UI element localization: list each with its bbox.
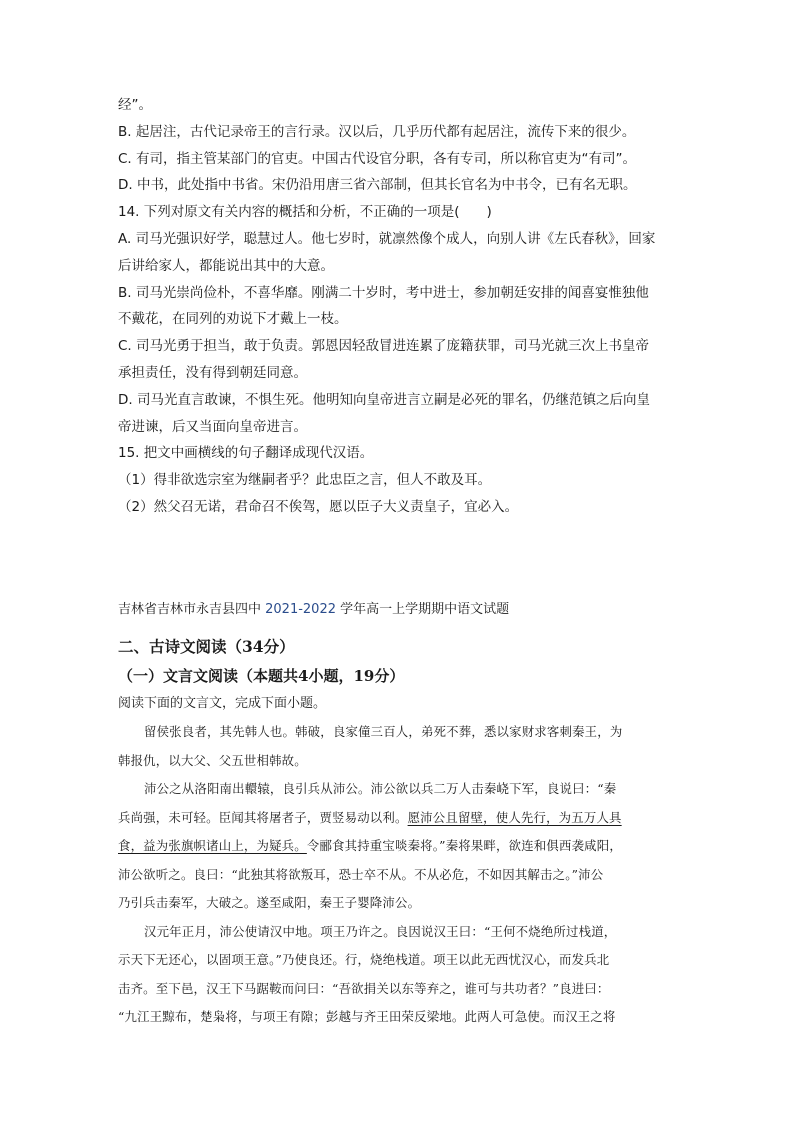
subsection-heading: （一）文言文阅读（本题共4小题，19分） xyxy=(118,667,405,685)
source-prefix: 吉林省吉林市永吉县四中 xyxy=(118,602,266,617)
option-d-line-2: 帝进谏，后又当面向皇帝进言。 xyxy=(118,418,307,435)
question-14: 14. 下列对原文有关内容的概括和分析，不正确的一项是( ) xyxy=(118,204,492,221)
source-year: 2021-2022 xyxy=(265,602,336,617)
passage-paragraph-2 xyxy=(118,775,684,918)
passage-line: 留侯张良者，其先韩人也。韩破，良家僮三百人，弟死不葬，悉以家财求客刺秦王，为 xyxy=(144,724,623,739)
passage-line: 汉元年正月，沛公使请汉中地。项王乃许之。良因说汉王曰：“王何不烧绝所过栈道， xyxy=(144,923,617,939)
passage-line: 沛公欲听之。良曰：“此独其将欲叛耳，恐士卒不从。不从必危，不如因其解击之。”沛公 xyxy=(118,866,604,882)
option-d-line-1: D. 司马光直言敢谏，不惧生死。他明知向皇帝进言立嗣是必死的罪名，仍继范镇之后向皇 xyxy=(118,391,650,408)
underlined-sentence: 食，益为张旗帜诸山上，为疑兵。 xyxy=(118,838,307,853)
passage-text: 令郦食其持重宝啖秦将。”秦将果畔，欲连和俱西袭咸阳， xyxy=(306,838,622,853)
passage-line: “九江王黥布，楚枭将，与项王有隙；彭越与齐王田荣反梁地。此两人可急使。而汉王之将 xyxy=(118,1009,616,1024)
passage-line: 韩报仇，以大父、父五世相韩故。 xyxy=(118,752,307,768)
source-line xyxy=(118,597,684,623)
option-b-line-1: B. 司马光崇尚俭朴，不喜华靡。刚满二十岁时，考中进士，参加朝廷安排的闻喜宴惟独他 xyxy=(118,284,649,301)
passage-line: 击齐。至下邑，汉王下马踞鞍而问曰：“吾欲捐关以东等弃之，谁可与共功者？”良进曰： xyxy=(118,980,610,996)
passage-line: 示天下无还心，以固项王意。”乃使良还。行，烧绝栈道。项王以此无西忧汉心，而发兵北 xyxy=(118,952,610,967)
passage-line xyxy=(118,804,684,833)
underlined-sentence: 愿沛公且留壁，使人先行，为五万人具 xyxy=(407,809,622,825)
source-suffix: 学年高一上学期期中语文试题 xyxy=(336,602,510,617)
section-heading: 二、古诗文阅读（34分） xyxy=(118,637,295,656)
option-c-line-2: 承担责任，没有得到朝廷同意。 xyxy=(118,364,307,381)
passage-line: 乃引兵击秦军，大破之。遂至咸阳，秦王子婴降沛公。 xyxy=(118,895,421,910)
text-line: 经”。 xyxy=(118,97,152,113)
option-b-line-2: 不戴花，在同列的劝说下才戴上一枝。 xyxy=(118,311,348,328)
option-a-line-1: A. 司马光强识好学，聪慧过人。他七岁时，就凛然像个成人，向别人讲《左氏春秋》，回家 xyxy=(118,230,656,247)
question-15-item-1: （1）得非欲选宗室为继嗣者乎？此忠臣之言，但人不敢及耳。 xyxy=(118,472,492,489)
option-b-qiju: B. 起居注，古代记录帝王的言行录。汉以后，几乎历代都有起居注，流传下来的很少。 xyxy=(118,123,636,140)
option-c-yousi: C. 有司，指主管某部门的官吏。中国古代设官分职，各有专司，所以称官吏为“有司”。 xyxy=(118,150,636,167)
instruction: 阅读下面的文言文，完成下面小题。 xyxy=(118,696,327,711)
question-15-item-2: （2）然父召无诺，君命召不俟驾，愿以臣子大义责皇子，宜必入。 xyxy=(118,498,519,515)
passage-paragraph-3 xyxy=(118,918,684,1032)
passage-text: 兵尚强，未可轻。臣闻其将屠者子，贾竖易动以利。 xyxy=(118,809,408,825)
reading-section xyxy=(118,597,684,1032)
passage-line: 沛公之从洛阳南出轘辕，良引兵从沛公。沛公欲以兵二万人击秦峣下军，良说曰：“秦 xyxy=(144,781,617,796)
option-d-zhongshu: D. 中书，此处指中书省。宋仍沿用唐三省六部制，但其长官名为中书令，已有名无职。 xyxy=(118,177,637,194)
question-block-top xyxy=(118,92,678,521)
passage-line xyxy=(118,832,684,861)
question-15: 15. 把文中画横线的句子翻译成现代汉语。 xyxy=(118,445,374,462)
option-c-line-1: C. 司马光勇于担当，敢于负责。郭恩因轻敌冒进连累了庞籍获罪，司马光就三次上书皇帝 xyxy=(118,338,650,355)
option-a-line-2: 后讲给家人，都能说出其中的大意。 xyxy=(118,257,334,274)
passage-paragraph-1 xyxy=(118,718,684,775)
